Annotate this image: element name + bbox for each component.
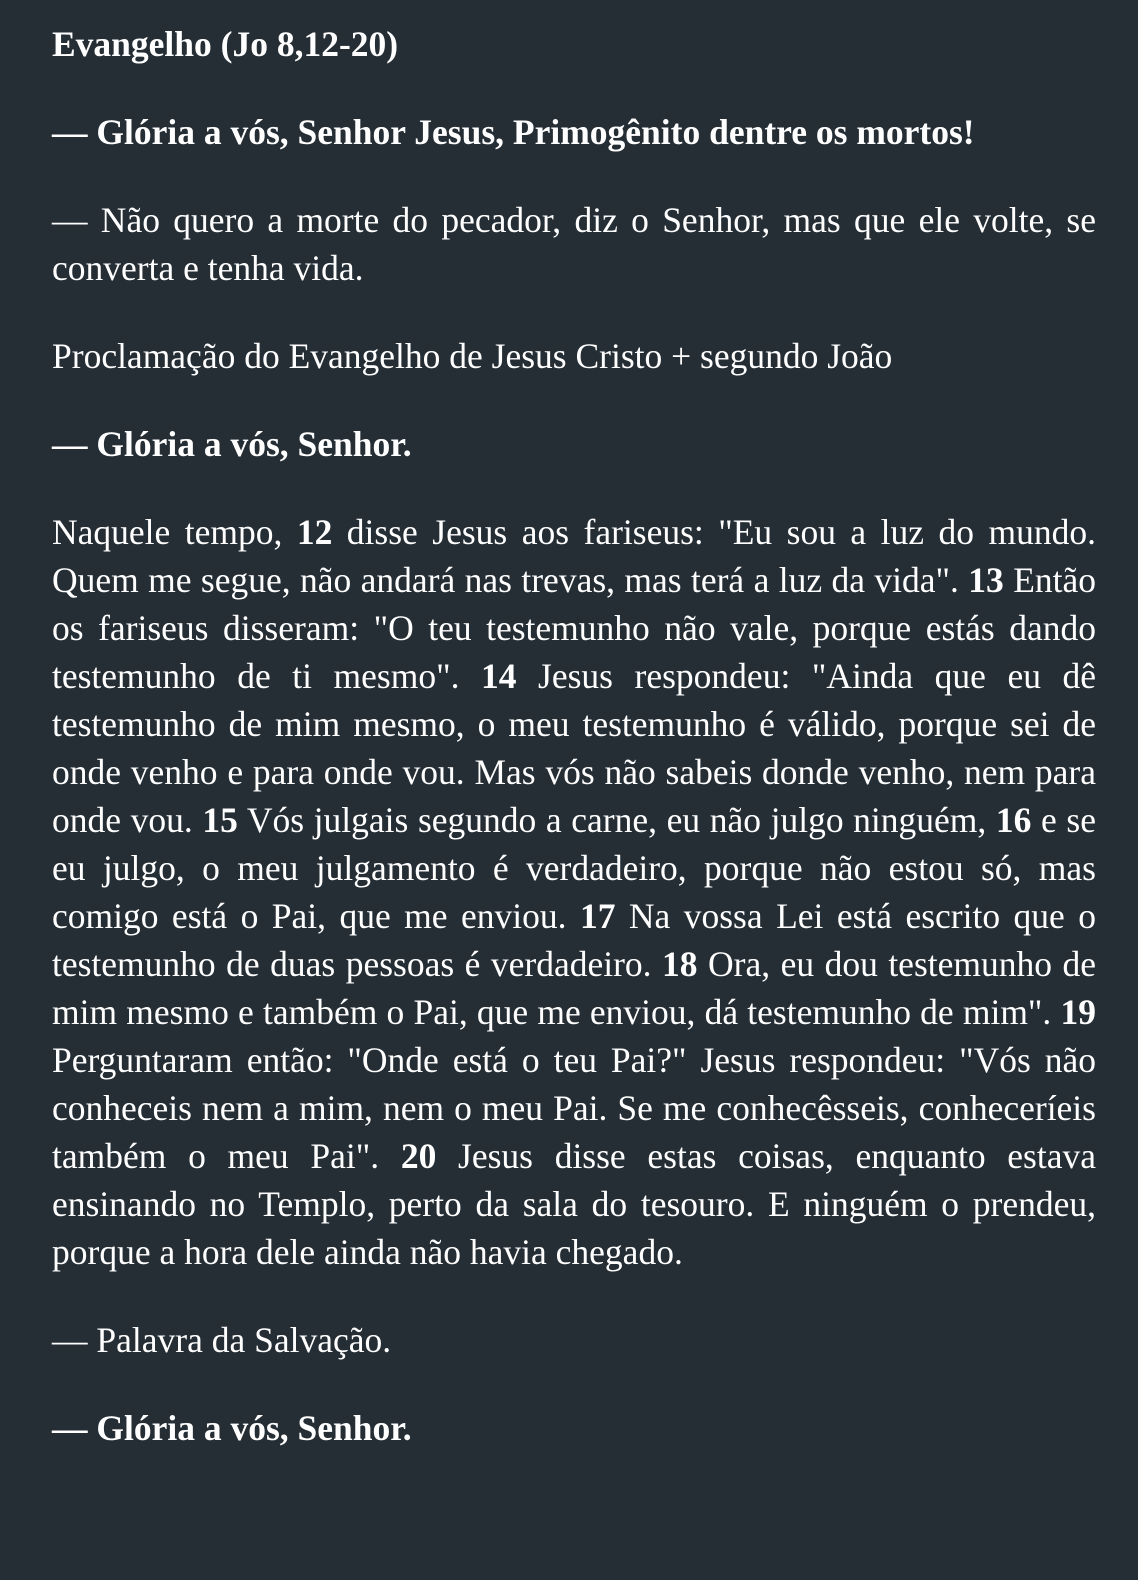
verse-number: 16: [995, 800, 1032, 840]
gospel-text: [52, 508, 1096, 1276]
gospel-opening: Naquele tempo,: [52, 512, 297, 552]
gospel-acclamation: — Glória a vós, Senhor Jesus, Primogênito dentre os mortos!: [52, 112, 975, 152]
people-response: — Glória a vós, Senhor.: [52, 424, 412, 464]
verse-text: Vós julgais segundo a carne, eu não julgo ninguém,: [237, 800, 996, 840]
verse-number: 13: [968, 560, 1004, 600]
verse-text: Perguntaram então: "Onde está o teu Pai?" Jesus respondeu: "Vós não conheceis nem a mim, nem o meu Pai. Se me conhecêsseis, conheceríeis também o meu Pai".: [52, 1040, 1096, 1176]
verse-number: 17: [579, 896, 616, 936]
verse-number: 18: [662, 944, 698, 984]
verse-text: Jesus disse estas coisas, enquanto estava ensinando no Templo, perto da sala do tesouro. E ninguém o prendeu, porque a hora dele ainda não havia chegado.: [52, 1136, 1097, 1272]
verse-text: Na vossa Lei está escrito que o testemunho de duas pessoas é verdadeiro.: [52, 896, 1096, 984]
reading-title: Evangelho (Jo 8,12-20): [52, 24, 399, 64]
verse-number: 14: [481, 656, 517, 696]
verse-text: Ora, eu dou testemunho de mim mesmo e também o Pai, que me enviou, dá testemunho de mim".: [52, 944, 1096, 1032]
verse-text: e se eu julgo, o meu julgamento é verdadeiro, porque não estou só, mas comigo está o Pai, que me enviou.: [52, 800, 1096, 936]
verse-text: disse Jesus aos fariseus: "Eu sou a luz do mundo. Quem me segue, não andará nas trevas, mas terá a luz da vida".: [52, 512, 1096, 600]
verse-number: 20: [400, 1136, 437, 1176]
verse-number: 19: [1060, 992, 1096, 1032]
verse-number: 15: [202, 800, 238, 840]
verse-text: Jesus respondeu: "Ainda que eu dê testemunho de mim mesmo, o meu testemunho é válido, porque sei de onde venho e para onde vou. Mas vós não sabeis donde venho, nem para onde vou.: [52, 656, 1096, 840]
acclamation-verse: — Não quero a morte do pecador, diz o Senhor, mas que ele volte, se converta e tenha vida.: [52, 200, 1096, 288]
verse-text: Então os fariseus disseram: "O teu testemunho não vale, porque estás dando testemunho de ti mesmo".: [52, 560, 1096, 696]
closing-line: — Palavra da Salvação.: [52, 1320, 392, 1360]
verse-number: 12: [296, 512, 333, 552]
people-response-final: — Glória a vós, Senhor.: [52, 1408, 412, 1448]
proclamation-line: Proclamação do Evangelho de Jesus Cristo + segundo João: [52, 336, 893, 376]
